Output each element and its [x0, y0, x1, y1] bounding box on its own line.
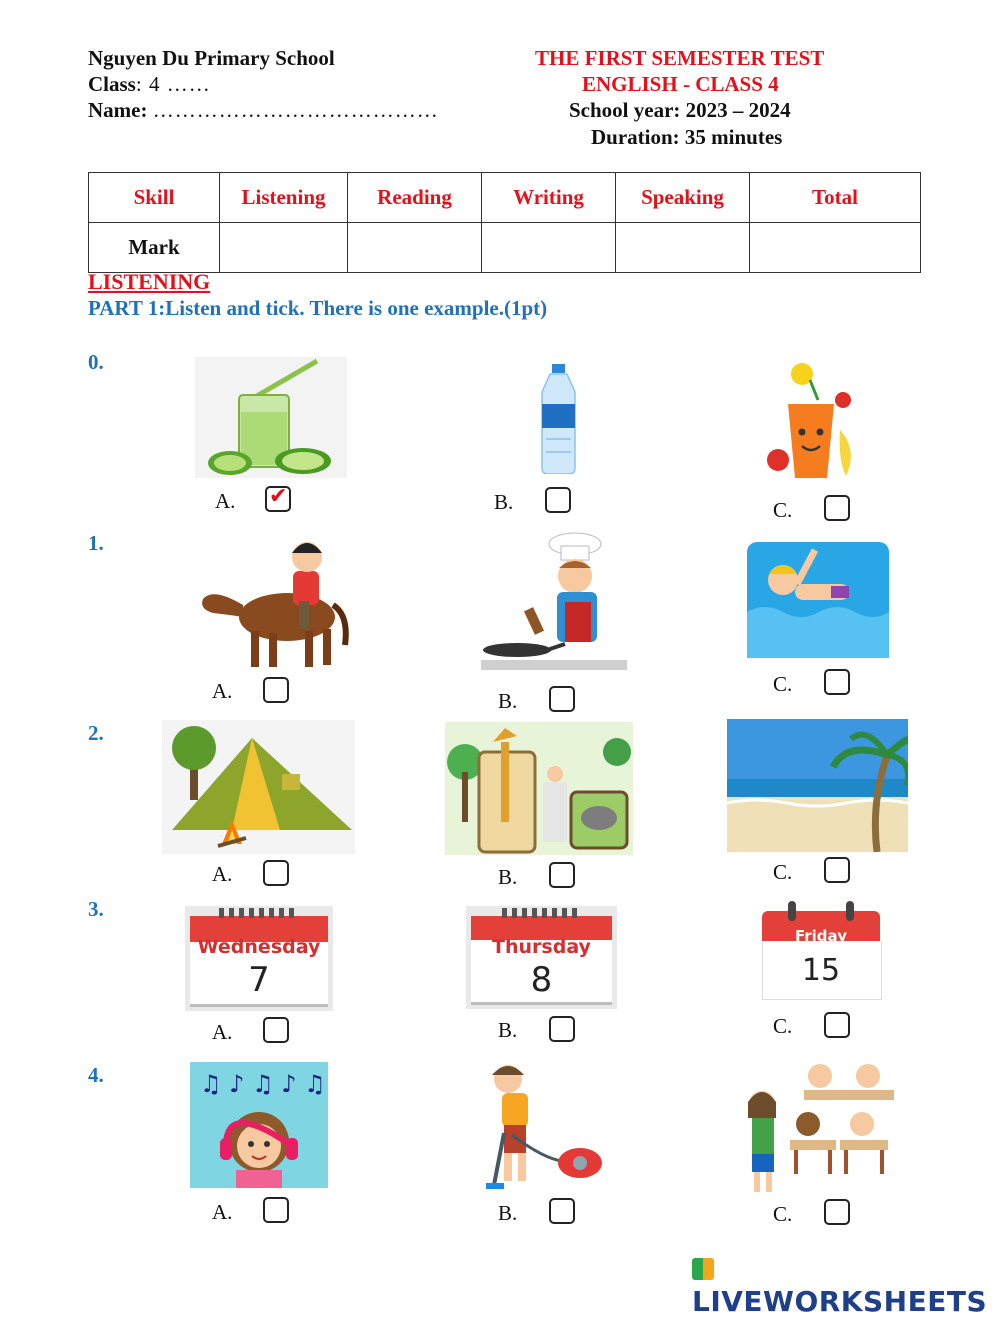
name-dots[interactable]: ………………………………… [152, 98, 439, 122]
option-letter: B. [498, 1018, 518, 1042]
mark-writing[interactable] [482, 223, 616, 273]
mark-speaking[interactable] [616, 223, 750, 273]
liveworksheets-logo [692, 1252, 1000, 1318]
answer-checkbox[interactable] [824, 495, 850, 521]
class-value: : 4 …… [135, 72, 211, 96]
vacuuming-picture [482, 1063, 604, 1191]
option-letter: C. [773, 498, 793, 522]
school-name: Nguyen Du Primary School [88, 46, 335, 70]
test-title: THE FIRST SEMESTER TEST [535, 46, 825, 70]
name-label: Name: [88, 98, 148, 122]
option-letter: A. [212, 1200, 233, 1224]
header-total: Total [750, 173, 921, 223]
horse-riding-picture [195, 535, 353, 671]
name-line [88, 97, 439, 123]
option-letter: C. [773, 860, 793, 884]
option-letter: A. [212, 1020, 233, 1044]
section-title: LISTENING [88, 269, 211, 294]
answer-checkbox[interactable] [545, 487, 571, 513]
calendar-date: 7 [248, 960, 270, 1000]
subject-title: ENGLISH - CLASS 4 [582, 72, 779, 96]
fruit-juice-picture [758, 360, 862, 484]
answer-checkbox[interactable] [824, 1199, 850, 1225]
water-bottle-picture [536, 364, 581, 474]
answer-checkbox[interactable] [549, 1016, 575, 1042]
camping-tent-picture [162, 720, 355, 854]
listening-music-picture [190, 1062, 328, 1188]
zoo-picture [445, 722, 633, 855]
option-letter: B. [498, 1201, 518, 1225]
option-letter: C. [773, 1014, 793, 1038]
answer-checkbox[interactable] [263, 860, 289, 886]
answer-checkbox[interactable] [549, 1198, 575, 1224]
svg-text:♫ ♪ ♫ ♪ ♫: ♫ ♪ ♫ ♪ ♫ [200, 1070, 326, 1098]
option-letter: C. [773, 1202, 793, 1226]
answer-checkbox[interactable] [263, 1197, 289, 1223]
school-year: School year: 2023 – 2024 [569, 98, 791, 122]
option-letter: B. [498, 689, 518, 713]
question-number: 3. [88, 897, 104, 921]
option-letter: B. [498, 865, 518, 889]
calendar-day: Wednesday [197, 936, 321, 958]
mark-label: Mark [89, 223, 220, 273]
beach-picture [727, 719, 908, 852]
classroom-picture [740, 1060, 900, 1196]
calendar-wednesday-picture [185, 906, 333, 1011]
swimming-picture [747, 542, 889, 658]
question-number: 1. [88, 531, 104, 555]
lime-juice-picture [195, 357, 347, 478]
option-letter: A. [212, 679, 233, 703]
marks-table [88, 172, 921, 273]
header-skill: Skill [89, 173, 220, 223]
header-writing: Writing [482, 173, 616, 223]
answer-checkbox[interactable] [824, 857, 850, 883]
answer-checkbox[interactable] [549, 862, 575, 888]
class-line [88, 71, 211, 97]
calendar-date: 15 [801, 953, 841, 988]
answer-checkbox[interactable] [265, 486, 291, 512]
liveworksheets-logo-icon [692, 1258, 714, 1280]
class-label: Class [88, 72, 136, 96]
check-icon: ✔ [269, 484, 288, 509]
calendar-day: Thursday [492, 936, 591, 958]
header-reading: Reading [348, 173, 482, 223]
option-letter: A. [212, 862, 233, 886]
calendar-day: Friday [794, 927, 847, 945]
mark-total[interactable] [750, 223, 921, 273]
mark-listening[interactable] [220, 223, 348, 273]
marks-row [89, 223, 921, 273]
part-instruction: PART 1:Listen and tick. There is one example.(1pt) [88, 296, 548, 320]
option-letter: B. [494, 490, 514, 514]
answer-checkbox[interactable] [824, 669, 850, 695]
marks-header-row [89, 173, 921, 223]
answer-checkbox[interactable] [549, 686, 575, 712]
question-number: 0. [88, 350, 104, 374]
logo-text: LIVEWORKSHEETS [692, 1285, 988, 1318]
question-number: 4. [88, 1063, 104, 1087]
question-number: 2. [88, 721, 104, 745]
answer-checkbox[interactable] [824, 1012, 850, 1038]
answer-checkbox[interactable] [263, 677, 289, 703]
duration: Duration: 35 minutes [591, 125, 783, 149]
option-letter: C. [773, 672, 793, 696]
cooking-picture [477, 532, 629, 677]
calendar-thursday-picture [466, 906, 617, 1009]
header-listening: Listening [220, 173, 348, 223]
header-speaking: Speaking [616, 173, 750, 223]
option-letter: A. [215, 489, 236, 513]
calendar-date: 8 [530, 960, 553, 1000]
calendar-friday-picture [760, 899, 882, 1005]
answer-checkbox[interactable] [263, 1017, 289, 1043]
mark-reading[interactable] [348, 223, 482, 273]
